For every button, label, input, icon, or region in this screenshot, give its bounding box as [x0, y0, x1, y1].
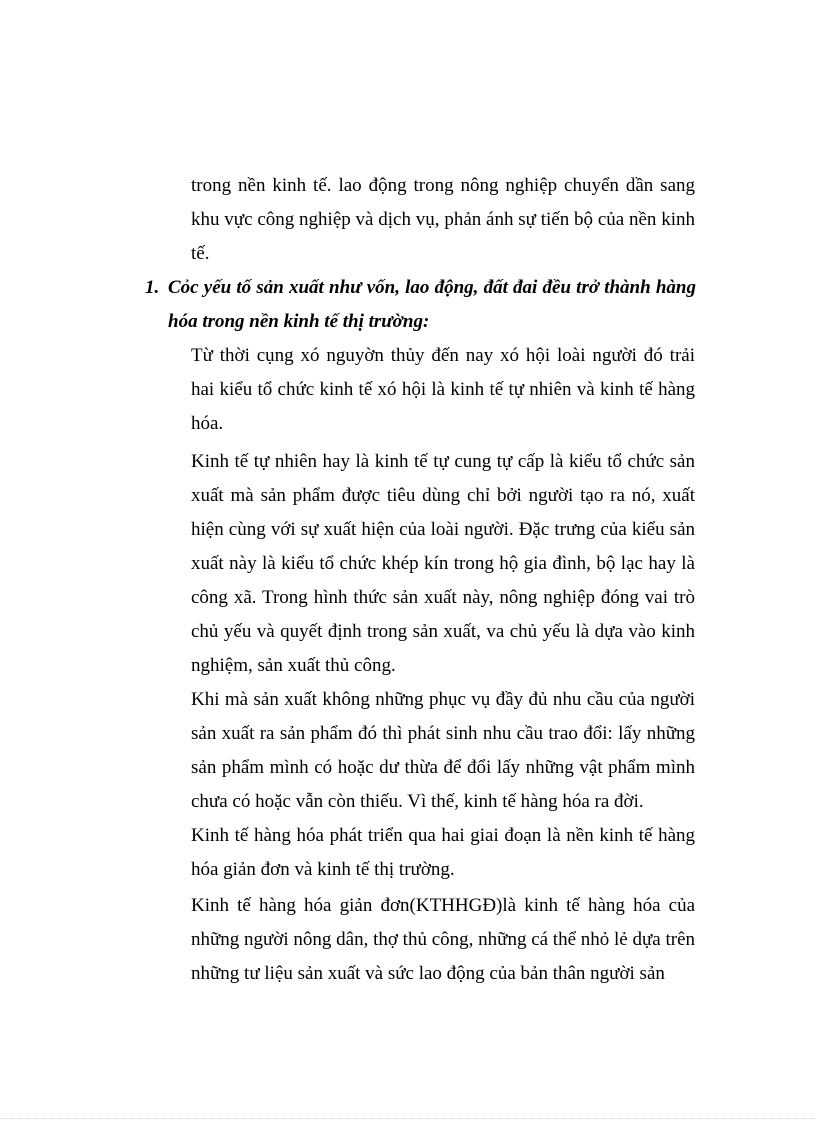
text-line: Kinh tế hàng hóa giản đơn(KTHHGĐ)là kinh tế hàng hóa của — [191, 895, 695, 916]
text-line: hiện cùng với sự xuất hiện của loài người. Đặc trưng của kiểu sản — [191, 519, 695, 540]
text-line: khu vực công nghiệp và dịch vụ, phản ánh sự tiến bộ của nền kinh — [191, 209, 695, 230]
text-line: xuất mà sản phẩm được tiêu dùng chỉ bởi người tạo ra nó, xuất — [191, 485, 695, 506]
text-line: hóa. — [191, 413, 224, 434]
text-line: Khi mà sản xuất không những phục vụ đầy đủ nhu cầu của người — [191, 689, 695, 710]
text-line: sản phẩm mình có hoặc dư thừa để đổi lấy những vật phẩm mình — [191, 757, 695, 778]
text-line: xuất này là kiểu tổ chức khép kín trong hộ gia đình, bộ lạc hay là — [191, 553, 695, 574]
section-title-line: Cỏc yếu tố sản xuất như vốn, lao động, đất đai đều trở thành hàng — [168, 277, 696, 298]
section-number: 1. — [145, 277, 160, 298]
text-line: những tư liệu sản xuất và sức lao động của bản thân người sản — [191, 963, 665, 984]
text-line: sản xuất ra sản phẩm đó thì phát sinh nhu cầu trao đổi: lấy những — [191, 723, 695, 744]
text-line: công xã. Trong hình thức sản xuất này, nông nghiệp đóng vai trò — [191, 587, 695, 608]
text-line: chưa có hoặc vẫn còn thiếu. Vì thế, kinh tế hàng hóa ra đời. — [191, 791, 644, 812]
page-bottom-border — [0, 1118, 816, 1119]
text-line: Kinh tế tự nhiên hay là kinh tế tự cung tự cấp là kiểu tổ chức sản — [191, 451, 695, 472]
text-line: tế. — [191, 243, 210, 264]
text-line: nghiệm, sản xuất thủ công. — [191, 655, 396, 676]
section-title-line: hóa trong nền kinh tế thị trường: — [168, 311, 430, 332]
text-line: Kinh tế hàng hóa phát triển qua hai giai đoạn là nền kinh tế hàng — [191, 825, 695, 846]
text-line: những người nông dân, thợ thủ công, những cá thể nhỏ lẻ dựa trên — [191, 929, 695, 950]
text-line: hai kiểu tổ chức kinh tế xó hội là kinh tế tự nhiên và kinh tế hàng — [191, 379, 695, 400]
text-line: chủ yếu và quyết định trong sản xuất, va chủ yếu là dựa vào kinh — [191, 621, 695, 642]
text-line: hóa giản đơn và kinh tế thị trường. — [191, 859, 455, 880]
text-line: trong nền kinh tế. lao động trong nông nghiệp chuyển dần sang — [191, 175, 695, 196]
text-line: Từ thời cụng xó nguyờn thủy đến nay xó hội loài người đó trải — [191, 345, 695, 366]
